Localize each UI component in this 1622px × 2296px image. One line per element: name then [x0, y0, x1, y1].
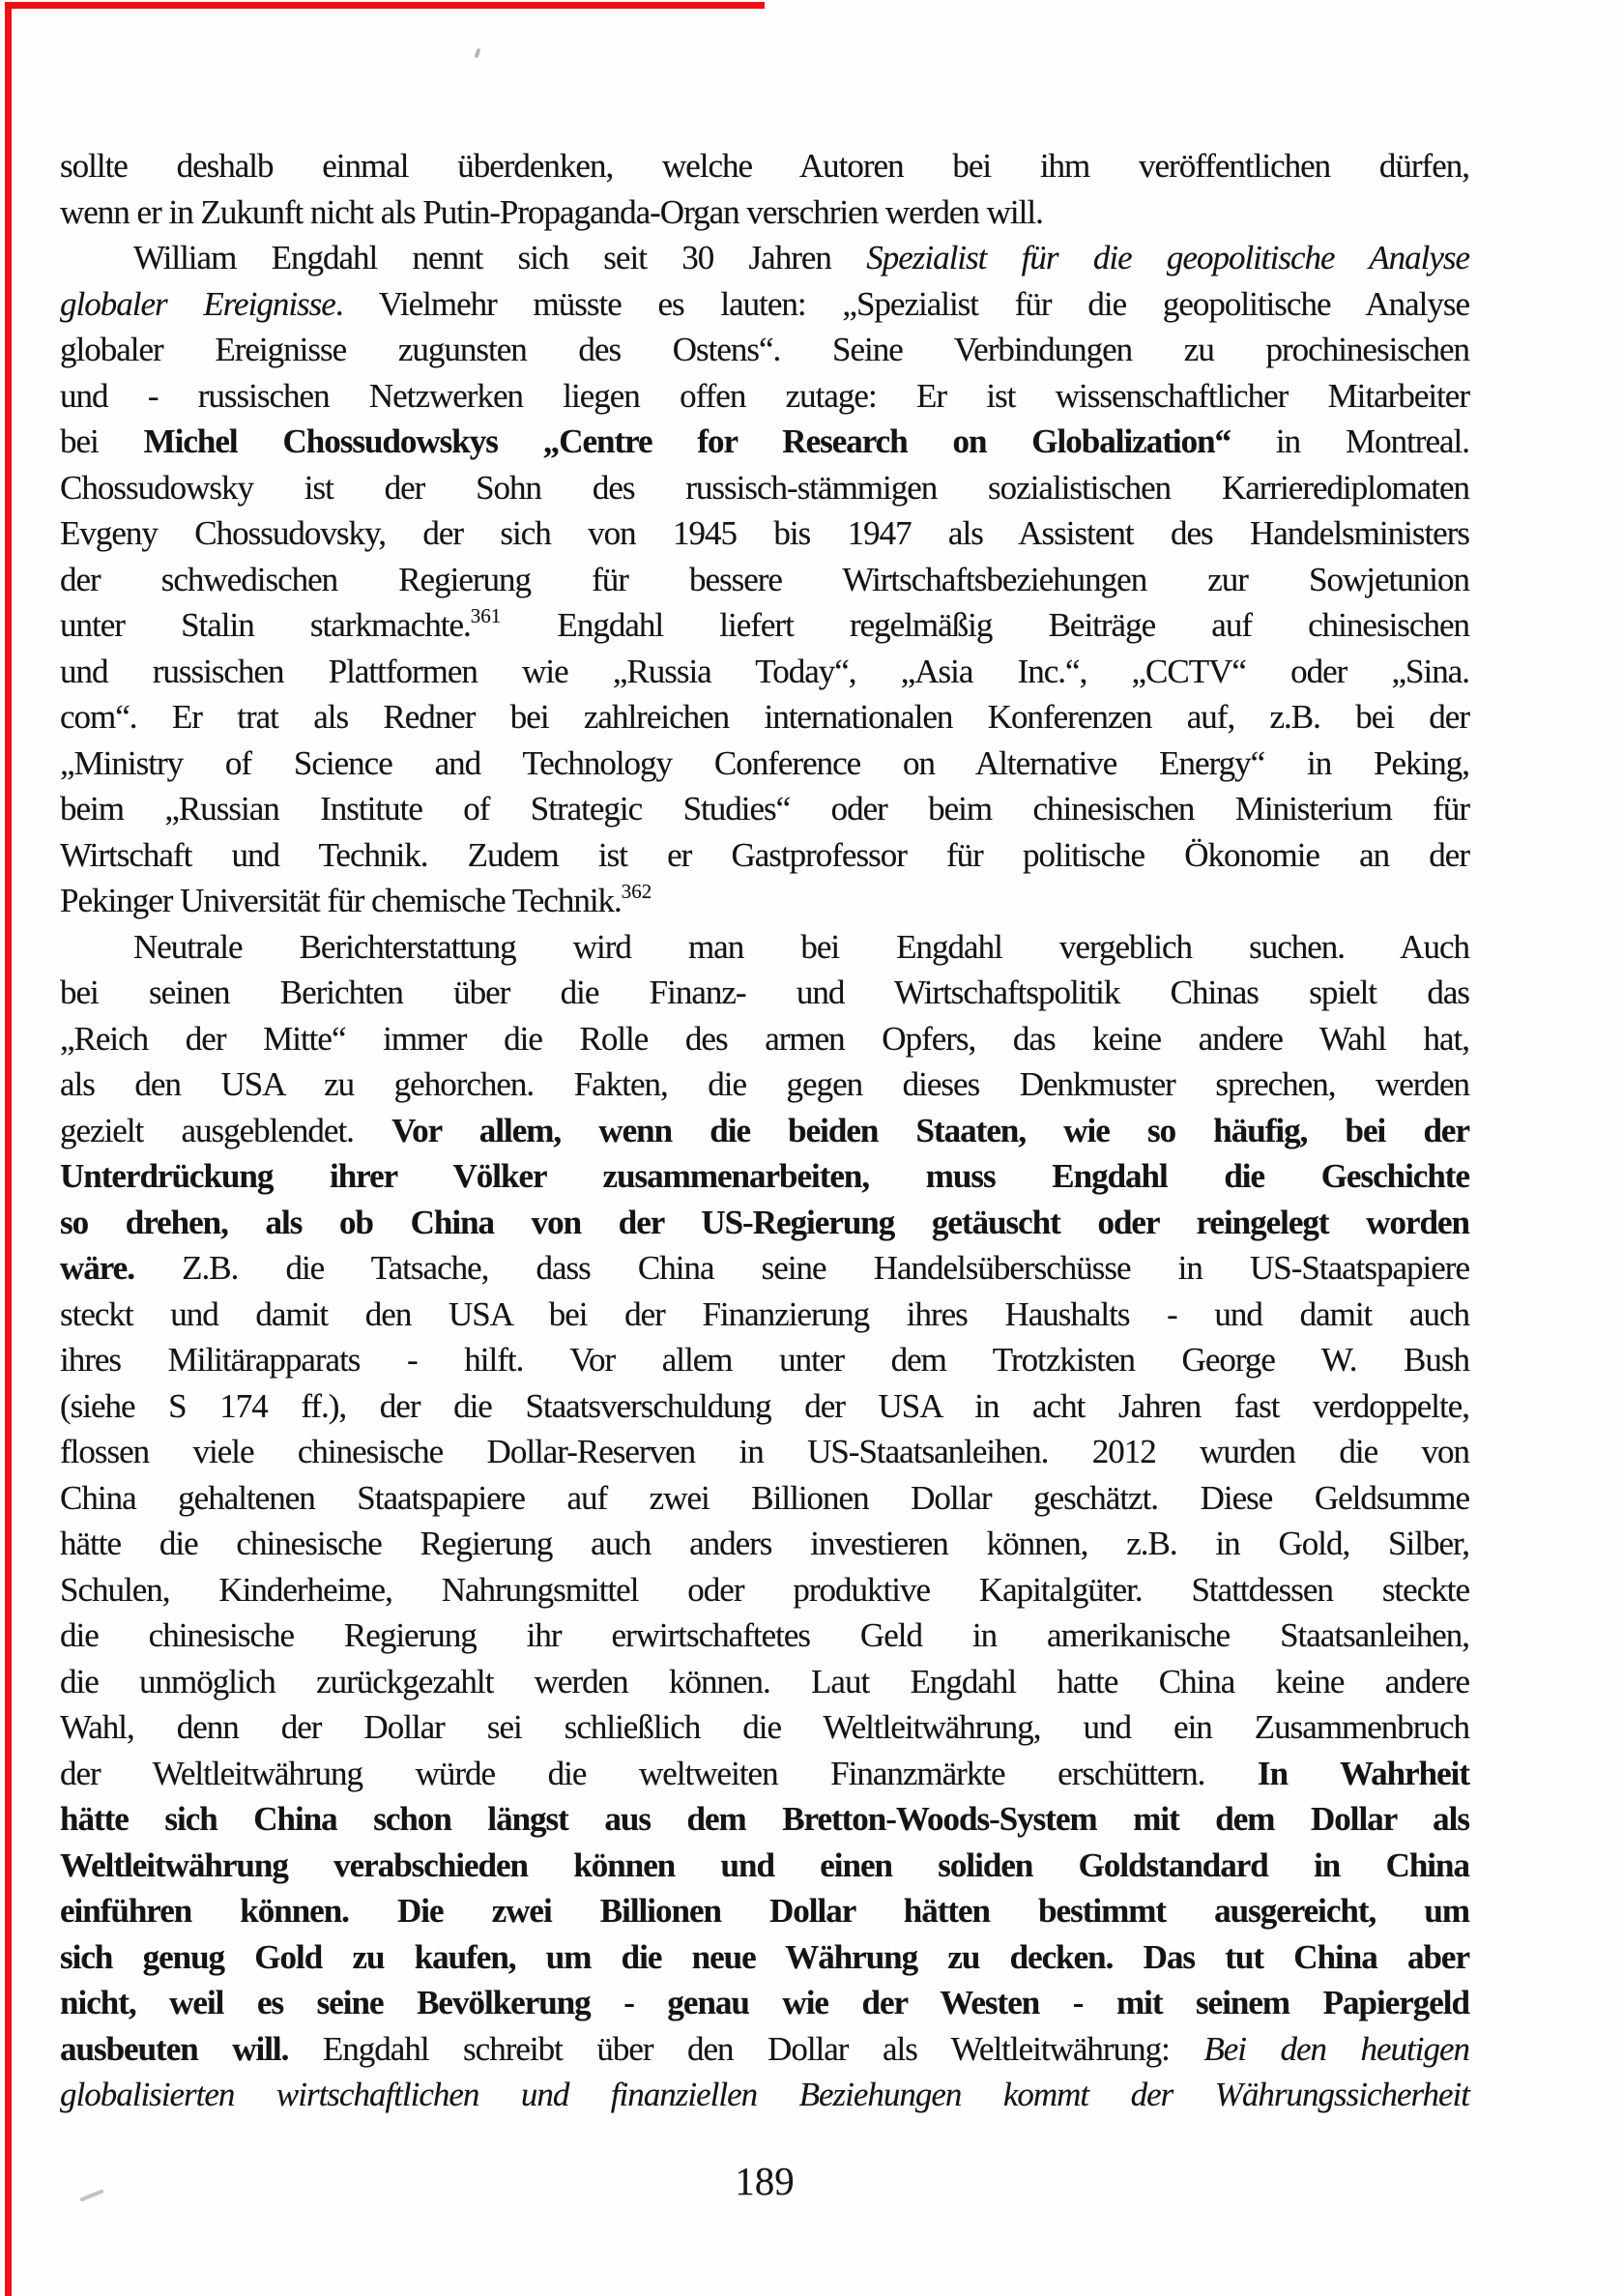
text-line: [60, 1980, 1469, 2026]
text-segment: „Reich der Mitte“ immer die Rolle des armen Opfers, das keine andere Wahl hat,: [60, 1019, 1469, 1058]
text-line: [60, 1429, 1469, 1475]
text-line: [60, 694, 1469, 741]
text-segment: unter Stalin starkmachte.: [60, 606, 471, 644]
text-line: [60, 1475, 1469, 1522]
text-segment: wäre.: [60, 1249, 134, 1287]
text-line: [60, 510, 1469, 557]
text-segment: globalisierten wirtschaftlichen und finanziellen Beziehungen kommt der Währungssicherheit: [60, 2076, 1469, 2113]
text-segment: (siehe S 174 ff.), der die Staatsverschuldung der USA in acht Jahren fast verdoppelte,: [60, 1386, 1469, 1425]
text-segment: und russischen Plattformen wie „Russia Today“, „Asia Inc.“, „CCTV“ oder „Sina.: [60, 652, 1469, 690]
scan-speck: [475, 48, 481, 59]
text-segment: nicht, weil es seine Bevölkerung - genau wie der Westen - mit seinem Papiergeld: [60, 1984, 1469, 2021]
text-segment: Wirtschaft und Technik. Zudem ist er Gastprofessor für politische Ökonomie an der: [60, 835, 1469, 874]
footnote-marker: 362: [621, 880, 652, 903]
text-segment: Unterdrückung ihrer Völker zusammenarbeiten, muss Engdahl die Geschichte: [60, 1157, 1469, 1195]
text-segment: wenn er in Zukunft nicht als Putin-Propaganda-Organ verschrien werden will.: [60, 192, 1043, 231]
text-line: [60, 1934, 1469, 1981]
text-segment: globaler Ereignisse zugunsten des Ostens“. Seine Verbindungen zu prochinesischen: [60, 331, 1469, 368]
text-segment: com“. Er trat als Redner bei zahlreichen internationalen Konferenzen auf, z.B. bei der: [60, 698, 1469, 736]
text-segment: Engdahl schreibt über den Dollar als Weltleitwährung:: [288, 2029, 1204, 2068]
text-line: [60, 1659, 1469, 1705]
text-line: [60, 1292, 1469, 1338]
text-segment: flossen viele chinesische Dollar-Reserven in US-Staatsanleihen. 2012 wurden die von: [60, 1433, 1469, 1470]
text-segment: in Montreal.: [1231, 422, 1469, 460]
text-line: [60, 1796, 1469, 1843]
scan-edge-artifact-top: [5, 2, 765, 9]
text-segment: beim „Russian Institute of Strategic Studies“ oder beim chinesischen Ministerium für: [60, 790, 1469, 828]
text-segment: sich genug Gold zu kaufen, um die neue Währung zu decken. Das tut China aber: [60, 1937, 1469, 1976]
text-segment: so drehen, als ob China von der US-Regierung getäuscht oder reingelegt worden: [60, 1203, 1469, 1241]
text-line: [60, 235, 1469, 281]
text-segment: hätte sich China schon längst aus dem Bretton-Woods-System mit dem Dollar als: [60, 1800, 1469, 1838]
text-segment: der schwedischen Regierung für bessere Wirtschaftsbeziehungen zur Sowjetunion: [60, 560, 1469, 598]
text-line: [60, 1888, 1469, 1934]
text-segment: In Wahrheit: [1258, 1754, 1470, 1792]
text-line: [60, 2026, 1469, 2073]
text-line: [60, 1061, 1469, 1108]
text-segment: China gehaltenen Staatspapiere auf zwei Billionen Dollar geschätzt. Diese Geldsumme: [60, 1478, 1469, 1517]
text-line: [60, 1704, 1469, 1751]
text-segment: Michel Chossudowskys „Centre for Research on Globalization“: [143, 422, 1231, 460]
text-line: [60, 1521, 1469, 1567]
text-line: [60, 373, 1469, 420]
text-segment: gezielt ausgeblendet.: [60, 1111, 392, 1149]
text-line: [60, 281, 1469, 328]
text-line: [60, 741, 1469, 787]
text-segment: Weltleitwährung verabschieden können und einen soliden Goldstandard in China: [60, 1846, 1469, 1884]
text-segment: einführen können. Die zwei Billionen Dollar hätten bestimmt ausgereicht, um: [60, 1892, 1469, 1930]
text-line: [60, 1843, 1469, 1889]
text-segment: „Ministry of Science and Technology Conference on Alternative Energy“ in Peking,: [60, 743, 1469, 782]
text-line: [60, 970, 1469, 1016]
text-line: [60, 1567, 1469, 1613]
text-line: [60, 1245, 1469, 1292]
text-line: [60, 649, 1469, 695]
text-line: [60, 465, 1469, 511]
text-line: [60, 1200, 1469, 1246]
text-segment: ausbeuten will.: [60, 2029, 289, 2068]
text-segment: Chossudowsky ist der Sohn des russisch-stämmigen sozialistischen Karrierediplomaten: [60, 468, 1469, 507]
text-segment: Spezialist für die geopolitische Analyse: [866, 239, 1470, 276]
text-line: [60, 602, 1469, 649]
text-segment: bei: [60, 422, 144, 460]
text-segment: William Engdahl nennt sich seit 30 Jahren: [133, 239, 867, 276]
text-segment: die chinesische Regierung ihr erwirtschaftetes Geld in amerikanische Staatsanleihen,: [60, 1616, 1469, 1654]
text-line: [60, 327, 1469, 373]
text-segment: Z.B. die Tatsache, dass China seine Handelsüberschüsse in US-Staatspapiere: [133, 1249, 1469, 1287]
text-line: [60, 1751, 1469, 1797]
text-segment: Vor allem, wenn die beiden Staaten, wie so häufig, bei der: [391, 1111, 1469, 1149]
text-segment: und - russischen Netzwerken liegen offen zutage: Er ist wissenschaftlicher Mitarbeiter: [60, 376, 1469, 415]
text-segment: als den USA zu gehorchen. Fakten, die gegen dieses Denkmuster sprechen, werden: [60, 1065, 1469, 1103]
text-segment: Engdahl liefert regelmäßig Beiträge auf chinesischen: [501, 606, 1469, 644]
text-line: [60, 557, 1469, 603]
page-number: 189: [735, 2159, 795, 2203]
text-line: [60, 1016, 1469, 1062]
text-line: [60, 878, 1469, 924]
text-line: [60, 1613, 1469, 1659]
scan-edge-artifact-left: [5, 2, 12, 2296]
text-segment: Schulen, Kinderheime, Nahrungsmittel oder produktive Kapitalgüter. Stattdessen steckte: [60, 1570, 1469, 1609]
text-line: [60, 143, 1469, 189]
text-line: [60, 1337, 1469, 1383]
text-line: [60, 1383, 1469, 1430]
text-segment: hätte die chinesische Regierung auch anders investieren können, z.B. in Gold, Silber,: [60, 1525, 1469, 1562]
text-segment: Neutrale Berichterstattung wird man bei Engdahl vergeblich suchen. Auch: [133, 927, 1469, 966]
text-line: [60, 1108, 1469, 1154]
text-segment: bei seinen Berichten über die Finanz- und Wirtschaftspolitik Chinas spielt das: [60, 974, 1469, 1011]
text-segment: die unmöglich zurückgezahlt werden können. Laut Engdahl hatte China keine andere: [60, 1662, 1469, 1700]
text-line: [60, 2072, 1469, 2118]
text-line: [60, 189, 1469, 236]
text-segment: Pekinger Universität für chemische Technik.: [60, 882, 622, 919]
text-segment: ihres Militärapparats - hilft. Vor allem unter dem Trotzkisten George W. Bush: [60, 1341, 1469, 1379]
text-segment: sollte deshalb einmal überdenken, welche Autoren bei ihm veröffentlichen dürfen,: [60, 147, 1469, 185]
footnote-marker: 361: [470, 604, 502, 627]
text-line: [60, 1153, 1469, 1200]
text-line: [60, 419, 1469, 465]
text-segment: . Vielmehr müsste es lauten: „Spezialist für die geopolitische Analyse: [334, 284, 1469, 323]
text-segment: Evgeny Chossudovsky, der sich von 1945 bis 1947 als Assistent des Handelsministers: [60, 514, 1469, 552]
text-segment: der Weltleitwährung würde die weltweiten Finanzmärkte erschüttern.: [60, 1754, 1259, 1792]
text-line: [60, 924, 1469, 971]
page-text: [60, 143, 1469, 2118]
text-segment: globaler Ereignisse: [60, 284, 335, 323]
text-line: [60, 786, 1469, 832]
text-segment: Bei den heutigen: [1203, 2029, 1469, 2068]
text-segment: steckt und damit den USA bei der Finanzierung ihres Haushalts - und damit auch: [60, 1294, 1469, 1333]
text-line: [60, 832, 1469, 879]
text-segment: Wahl, denn der Dollar sei schließlich die Weltleitwährung, und ein Zusammenbruch: [60, 1708, 1469, 1746]
